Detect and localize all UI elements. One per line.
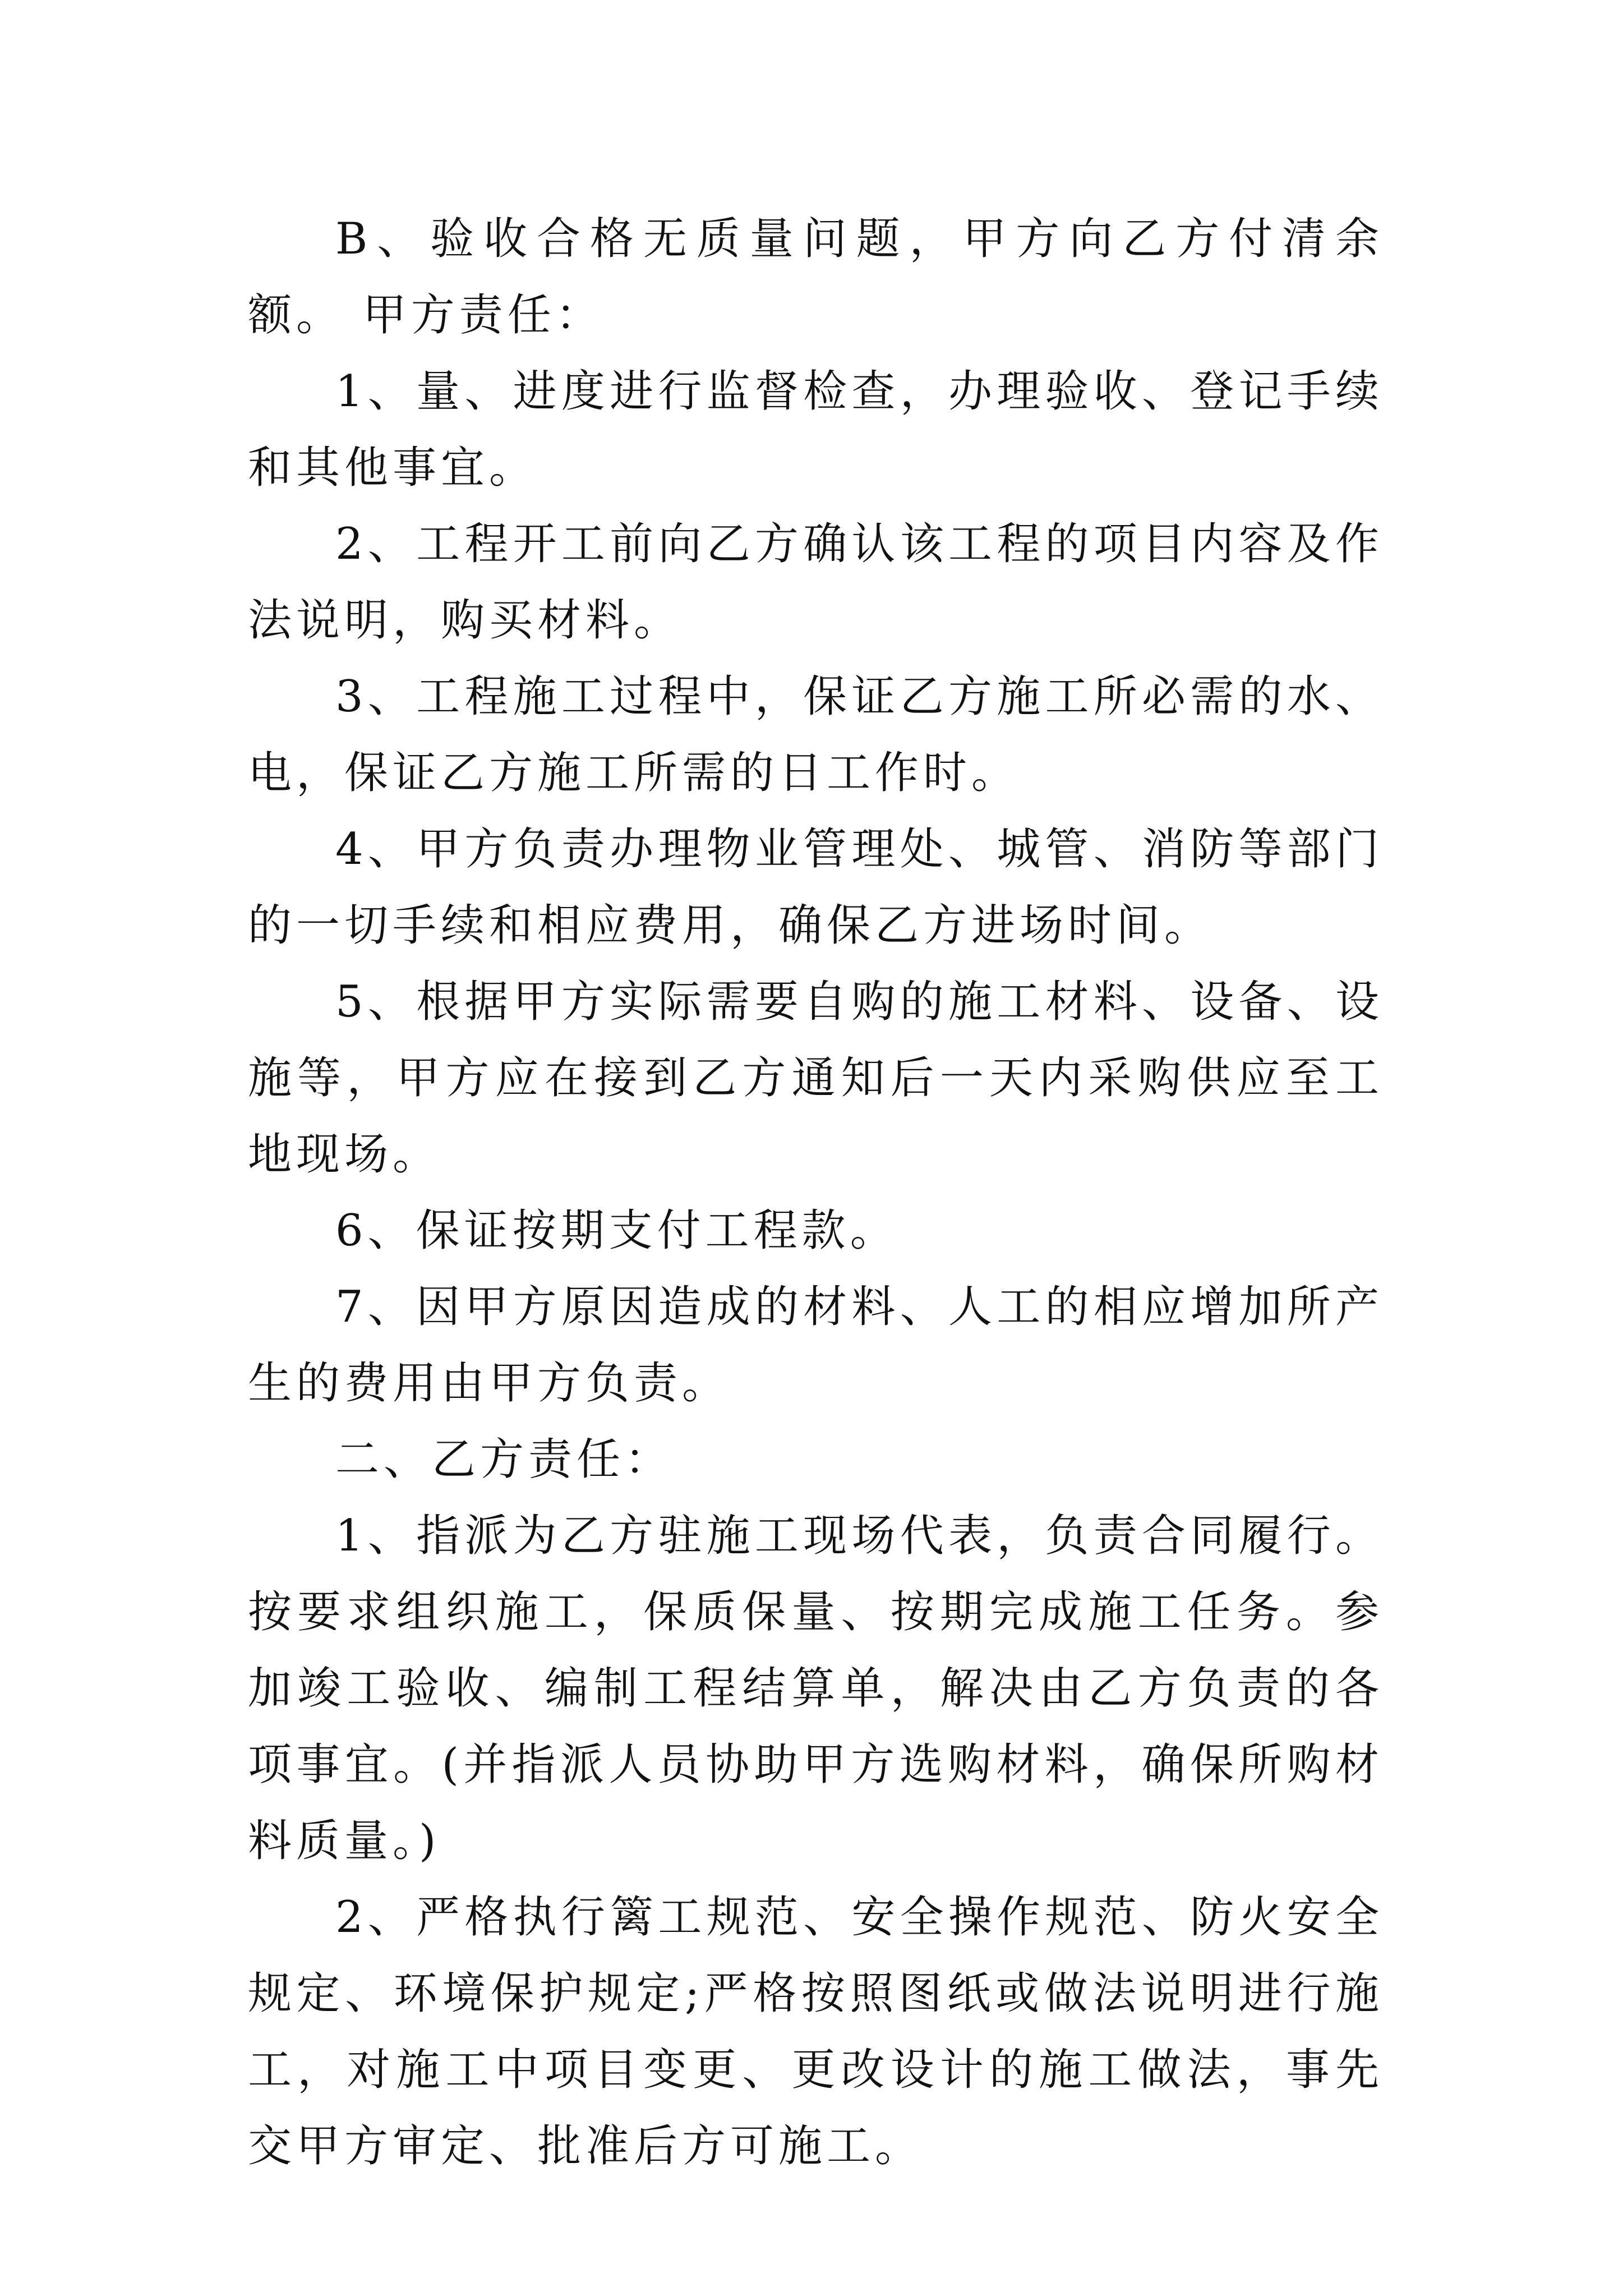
paragraph-party-b-duty-1: 1、指派为乙方驻施工现场代表，负责合同履行。按要求组织施工，保质保量、按期完成施工任务。参加竣工验收、编制工程结算单，解决由乙方负责的各项事宜。(并指派人员协助甲方选购材料，确保所购材料质量。) xyxy=(248,1511,1384,1866)
paragraph-party-a-duty-5: 5、根据甲方实际需要自购的施工材料、设备、设施等，甲方应在接到乙方通知后一天内采购供应至工地现场。 xyxy=(248,977,1384,1180)
paragraph-party-a-duty-1: 1、量、进度进行监督检查，办理验收、登记手续和其他事宜。 xyxy=(248,366,1384,493)
paragraph-payment-balance: B、验收合格无质量问题，甲方向乙方付清余额。 甲方责任： xyxy=(248,214,1384,341)
paragraph-party-a-duty-2: 2、工程开工前向乙方确认该工程的项目内容及作法说明，购买材料。 xyxy=(248,519,1384,646)
paragraph-party-b-duty-2: 2、严格执行篱工规范、安全操作规范、防火安全规定、环境保护规定;严格按照图纸或做法说明进行施工，对施工中项目变更、更改设计的施工做法，事先交甲方审定、批准后方可施工。 xyxy=(248,1892,1384,2171)
paragraph-party-a-duty-7: 7、因甲方原因造成的材料、人工的相应增加所产生的费用由甲方负责。 xyxy=(248,1282,1384,1409)
document-body xyxy=(248,201,1384,2184)
paragraph-party-a-duty-4: 4、甲方负责办理物业管理处、城管、消防等部门的一切手续和相应费用，确保乙方进场时间。 xyxy=(248,824,1384,951)
paragraph-party-a-duty-3: 3、工程施工过程中，保证乙方施工所必需的水、电，保证乙方施工所需的日工作时。 xyxy=(248,671,1384,798)
section-heading-party-b: 二、乙方责任： xyxy=(335,1434,674,1485)
paragraph-party-a-duty-6: 6、保证按期支付工程款。 xyxy=(335,1205,898,1256)
